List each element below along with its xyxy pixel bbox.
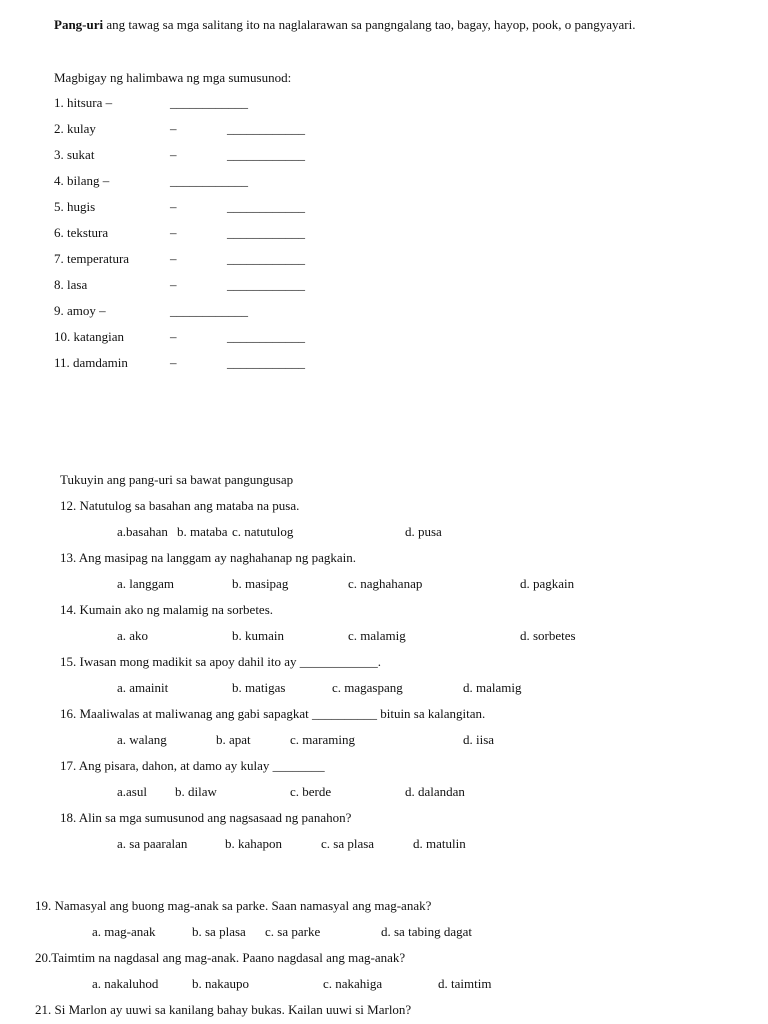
choice-b[interactable]: b. matigas	[232, 680, 286, 695]
choice-c[interactable]: c. maraming	[290, 732, 355, 747]
choice-b[interactable]: b. kumain	[232, 628, 284, 643]
choice-c[interactable]: c. malamig	[348, 628, 406, 643]
question-text: 14. Kumain ako ng malamig na sorbetes.	[60, 602, 274, 617]
question-text: 17. Ang pisara, dahon, at damo ay kulay ________	[60, 758, 325, 773]
choice-a[interactable]: a.asul	[117, 784, 147, 799]
item-label: 4. bilang –	[54, 173, 110, 188]
choice-a[interactable]: a. sa paaralan	[117, 836, 188, 851]
choice-b[interactable]: b. masipag	[232, 576, 289, 591]
answer-blank[interactable]: ____________	[227, 355, 305, 370]
choice-c[interactable]: c. sa plasa	[321, 836, 375, 851]
intro-rest: ang tawag sa mga salitang ito na naglalarawan sa pangngalang tao, bagay, hayop, pook, o pangyayari.	[103, 17, 636, 32]
item-dash: –	[170, 225, 177, 240]
item-label: 10. katangian	[54, 329, 125, 344]
choice-b[interactable]: b. apat	[216, 732, 251, 747]
item-label: 1. hitsura –	[54, 95, 113, 110]
answer-blank[interactable]: ____________	[227, 277, 305, 292]
choice-d[interactable]: d. iisa	[463, 732, 495, 747]
item-dash: –	[170, 121, 177, 136]
item-dash: –	[170, 329, 177, 344]
item-dash: –	[170, 199, 177, 214]
choice-a[interactable]: a. walang	[117, 732, 167, 747]
item-label: 7. temperatura	[54, 251, 130, 266]
choice-c[interactable]: c. magaspang	[332, 680, 403, 695]
choice-a[interactable]: a.basahan	[117, 524, 168, 539]
choice-d[interactable]: d. pagkain	[520, 576, 575, 591]
section1-instruction: Magbigay ng halimbawa ng mga sumusunod:	[54, 70, 292, 85]
choice-c[interactable]: c. naghahanap	[348, 576, 423, 591]
question-text: 13. Ang masipag na langgam ay naghahanap ng pagkain.	[60, 550, 357, 565]
item-label: 8. lasa	[54, 277, 88, 292]
question-text: 18. Alin sa mga sumusunod ang nagsasaad ng panahon?	[60, 810, 352, 825]
item-dash: –	[170, 147, 177, 162]
item-label: 9. amoy –	[54, 303, 106, 318]
choice-d[interactable]: d. matulin	[413, 836, 466, 851]
answer-blank[interactable]: ____________	[227, 147, 305, 162]
answer-blank[interactable]: ____________	[170, 303, 248, 318]
choice-c[interactable]: c. berde	[290, 784, 332, 799]
choice-d[interactable]: d. sa tabing dagat	[381, 924, 472, 939]
answer-blank[interactable]: ____________	[227, 199, 305, 214]
item-label: 5. hugis	[54, 199, 96, 214]
answer-blank[interactable]: ____________	[227, 329, 305, 344]
item-label: 6. tekstura	[54, 225, 109, 240]
question-text: 20.Taimtim na nagdasal ang mag-anak. Paano nagdasal ang mag-anak?	[35, 950, 406, 965]
choice-b[interactable]: b. kahapon	[225, 836, 283, 851]
intro-term: Pang-uri	[54, 17, 104, 32]
choice-d[interactable]: d. dalandan	[405, 784, 465, 799]
choice-c[interactable]: c. natutulog	[232, 524, 294, 539]
item-dash: –	[170, 277, 177, 292]
item-dash: –	[170, 355, 177, 370]
choice-d[interactable]: d. sorbetes	[520, 628, 576, 643]
choice-c[interactable]: c. sa parke	[265, 924, 321, 939]
answer-blank[interactable]: ____________	[227, 225, 305, 240]
item-label: 2. kulay	[54, 121, 96, 136]
choice-a[interactable]: a. nakaluhod	[92, 976, 159, 991]
answer-blank[interactable]: ____________	[227, 121, 305, 136]
item-dash: –	[170, 251, 177, 266]
choice-d[interactable]: d. malamig	[463, 680, 522, 695]
question-text: 19. Namasyal ang buong mag-anak sa parke. Saan namasyal ang mag-anak?	[35, 898, 432, 913]
choice-b[interactable]: b. mataba	[177, 524, 228, 539]
choice-b[interactable]: b. dilaw	[175, 784, 217, 799]
question-text: 16. Maaliwalas at maliwanag ang gabi sapagkat __________ bituin sa kalangitan.	[60, 706, 486, 721]
question-text: 15. Iwasan mong madikit sa apoy dahil ito ay ____________.	[60, 654, 381, 669]
choice-c[interactable]: c. nakahiga	[323, 976, 383, 991]
choice-a[interactable]: a. langgam	[117, 576, 175, 591]
choice-a[interactable]: a. mag-anak	[92, 924, 156, 939]
choice-b[interactable]: b. sa plasa	[192, 924, 246, 939]
item-label: 11. damdamin	[54, 355, 128, 370]
answer-blank[interactable]: ____________	[170, 95, 248, 110]
choice-b[interactable]: b. nakaupo	[192, 976, 250, 991]
choice-a[interactable]: a. amainit	[117, 680, 169, 695]
question-text: 12. Natutulog sa basahan ang mataba na pusa.	[60, 498, 300, 513]
choice-d[interactable]: d. pusa	[405, 524, 442, 539]
choice-d[interactable]: d. taimtim	[438, 976, 492, 991]
choice-a[interactable]: a. ako	[117, 628, 149, 643]
intro-sentence	[54, 17, 635, 33]
answer-blank[interactable]: ____________	[227, 251, 305, 266]
answer-blank[interactable]: ____________	[170, 173, 248, 188]
question-text: 21. Si Marlon ay uuwi sa kanilang bahay bukas. Kailan uuwi si Marlon?	[35, 1002, 412, 1017]
section2-instruction: Tukuyin ang pang-uri sa bawat pangungusap	[60, 472, 294, 487]
item-label: 3. sukat	[54, 147, 95, 162]
